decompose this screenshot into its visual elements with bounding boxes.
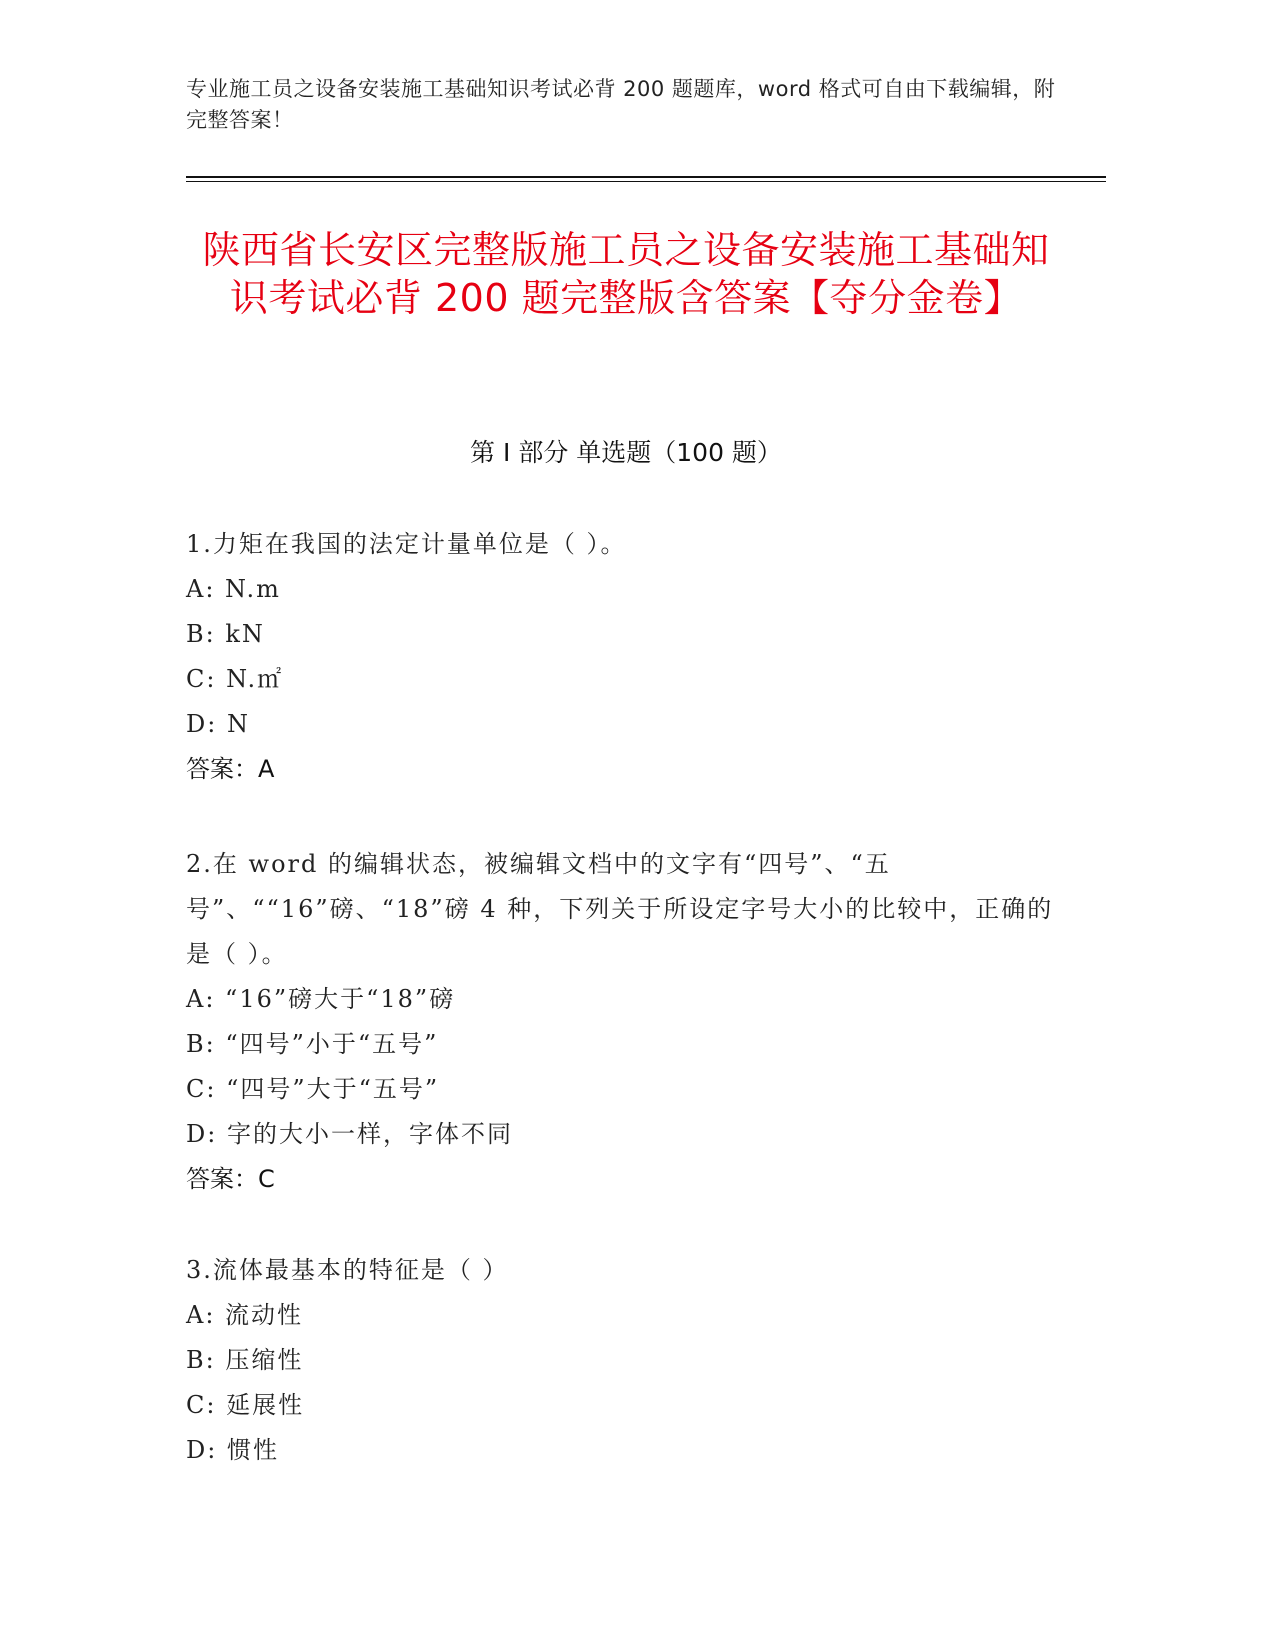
option-b: B: “四号”小于“五号” xyxy=(186,1030,439,1058)
option-a: A: N.m xyxy=(186,575,281,603)
question-stem: 2.在 word 的编辑状态，被编辑文档中的文字有“四号”、“五号”、““16”磅、“18”磅 4 种，下列关于所设定字号大小的比较中，正确的是（ ）。 xyxy=(186,850,1054,968)
question-2 xyxy=(186,842,1066,1202)
option-a: A: 流动性 xyxy=(186,1301,304,1329)
header-note: 专业施工员之设备安装施工基础知识考试必背 200 题题库，word 格式可自由下载编辑，附完整答案！ xyxy=(186,77,1056,132)
option-d: D: N xyxy=(186,710,250,738)
header-rule-thick xyxy=(186,176,1106,178)
answer: 答案：C xyxy=(186,1165,275,1193)
section-title: 第 I 部分 单选题（100 题） xyxy=(470,438,782,467)
option-b: B: 压缩性 xyxy=(186,1346,304,1374)
option-c: C: N.㎡ xyxy=(186,665,284,693)
option-c: C: 延展性 xyxy=(186,1391,305,1419)
document-title: 陕西省长安区完整版施工员之设备安装施工基础知识考试必背 200 题完整版含答案【夺分金卷】 xyxy=(202,228,1050,320)
question-stem: 3.流体最基本的特征是（ ） xyxy=(186,1256,509,1284)
answer: 答案：A xyxy=(186,755,275,783)
question-3 xyxy=(186,1248,1066,1473)
question-stem: 1.力矩在我国的法定计量单位是（ ）。 xyxy=(186,530,627,558)
option-b: B: kN xyxy=(186,620,265,648)
header-rule-thin xyxy=(186,181,1106,182)
option-d: D: 惯性 xyxy=(186,1436,279,1464)
option-c: C: “四号”大于“五号” xyxy=(186,1075,440,1103)
option-d: D: 字的大小一样，字体不同 xyxy=(186,1120,513,1148)
question-1 xyxy=(186,522,1066,792)
option-a: A: “16”磅大于“18”磅 xyxy=(186,985,456,1013)
